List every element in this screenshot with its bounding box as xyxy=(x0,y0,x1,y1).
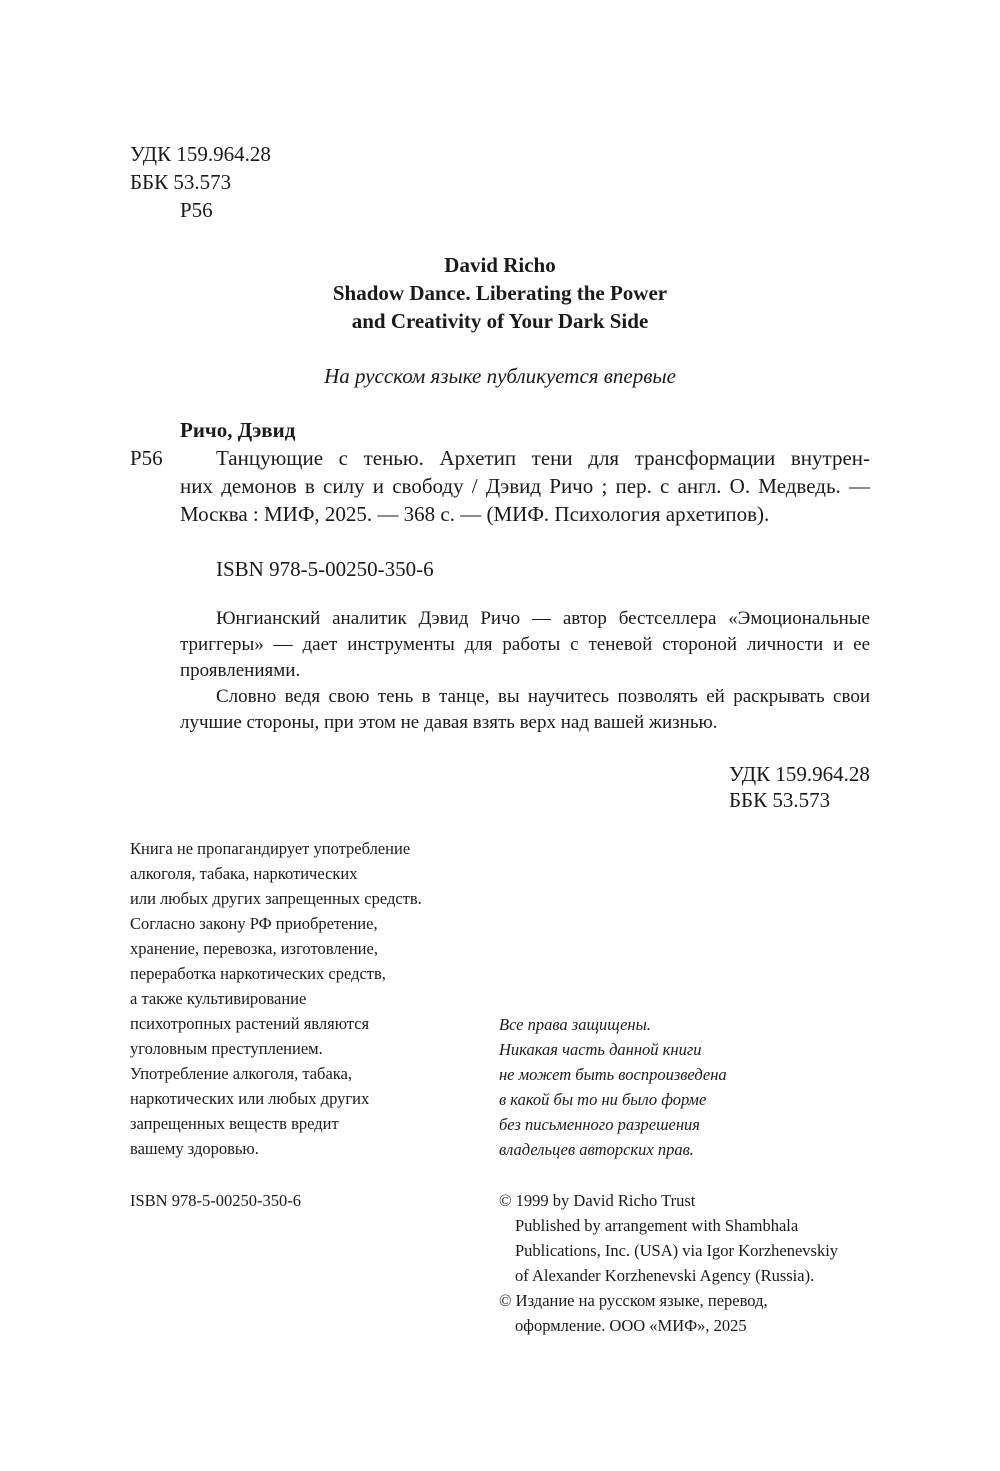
isbn-bottom: ISBN 978-5-00250-350-6 xyxy=(130,1191,301,1210)
warning-line: переработка наркотических средств, xyxy=(130,964,386,983)
copyright-line: Published by arrangement with Shambhala xyxy=(515,1216,799,1235)
rights-line: без письменного разрешения xyxy=(499,1115,700,1134)
description-line-2: них демонов в силу и свободу / Дэвид Ричо ; пер. с англ. О. Медведь. — xyxy=(180,474,870,498)
record-author-sign: Р56 xyxy=(130,446,163,470)
description-line-1: Танцующие с тенью. Архетип тени для трансформации внутрен- xyxy=(216,446,870,470)
copyright-block xyxy=(499,1188,838,1338)
warning-line: Употребление алкоголя, табака, xyxy=(130,1064,352,1083)
original-title-line-2: and Creativity of Your Dark Side xyxy=(351,309,649,333)
warning-line: хранение, перевозка, изготовление, xyxy=(130,939,378,958)
annotation-line: проявлениями. xyxy=(180,660,301,681)
isbn-record: ISBN 978-5-00250-350-6 xyxy=(216,557,434,581)
author-heading: Ричо, Дэвид xyxy=(180,418,296,442)
copyright-line: Publications, Inc. (USA) via Igor Korzhenevskiy xyxy=(515,1241,839,1260)
warning-line: а также культивирование xyxy=(130,989,307,1008)
warning-line: вашему здоровью. xyxy=(130,1139,259,1158)
warning-line: уголовным преступлением. xyxy=(130,1039,323,1058)
copyright-line: © Издание на русском языке, перевод, xyxy=(499,1291,768,1310)
warning-line: Книга не пропагандирует употребление xyxy=(130,839,411,858)
warning-line: или любых других запрещенных средств. xyxy=(130,889,422,908)
rights-line: владельцев авторских прав. xyxy=(499,1140,694,1159)
annotation-line: Словно ведя свою тень в танце, вы научитесь позволять ей раскрывать свои xyxy=(216,686,870,707)
original-author: David Richo xyxy=(444,253,556,277)
author-sign: Р56 xyxy=(180,198,213,222)
rights-notice xyxy=(499,1012,727,1162)
copyright-line: of Alexander Korzhenevski Agency (Russia). xyxy=(515,1266,815,1285)
rights-line: Все права защищены. xyxy=(499,1015,651,1034)
warning-line: запрещенных веществ вредит xyxy=(130,1114,339,1133)
warning-line: Согласно закону РФ приобретение, xyxy=(130,914,378,933)
copyright-line: © 1999 by David Richo Trust xyxy=(499,1191,696,1210)
description-line-3: Москва : МИФ, 2025. — 368 с. — (МИФ. Психология архетипов). xyxy=(180,502,770,526)
warning-line: наркотических или любых других xyxy=(130,1089,370,1108)
original-title-line-1: Shadow Dance. Liberating the Power xyxy=(332,281,668,305)
record-udk: УДК 159.964.28 xyxy=(729,762,870,786)
annotation-line: Юнгианский аналитик Дэвид Ричо — автор бестселлера «Эмоциональные xyxy=(216,608,870,629)
copyright-line: оформление. ООО «МИФ», 2025 xyxy=(515,1316,747,1335)
first-publication-note: На русском языке публикуется впервые xyxy=(324,364,676,388)
health-warning xyxy=(130,836,422,1161)
record-bbk: ББК 53.573 xyxy=(729,788,831,812)
warning-line: психотропных растений являются xyxy=(130,1014,370,1033)
udk-code: УДК 159.964.28 xyxy=(130,142,271,166)
annotation-line: триггеры» — дает инструменты для работы с теневой стороной личности и ее xyxy=(180,634,870,655)
annotation-line: лучшие стороны, при этом не давая взять верх над вашей жизнью. xyxy=(180,712,718,733)
warning-line: алкоголя, табака, наркотических xyxy=(130,864,358,883)
rights-line: Никакая часть данной книги xyxy=(499,1040,702,1059)
rights-line: не может быть воспроизведена xyxy=(499,1065,727,1084)
rights-line: в какой бы то ни было форме xyxy=(499,1090,707,1109)
bbk-code: ББК 53.573 xyxy=(130,170,232,194)
